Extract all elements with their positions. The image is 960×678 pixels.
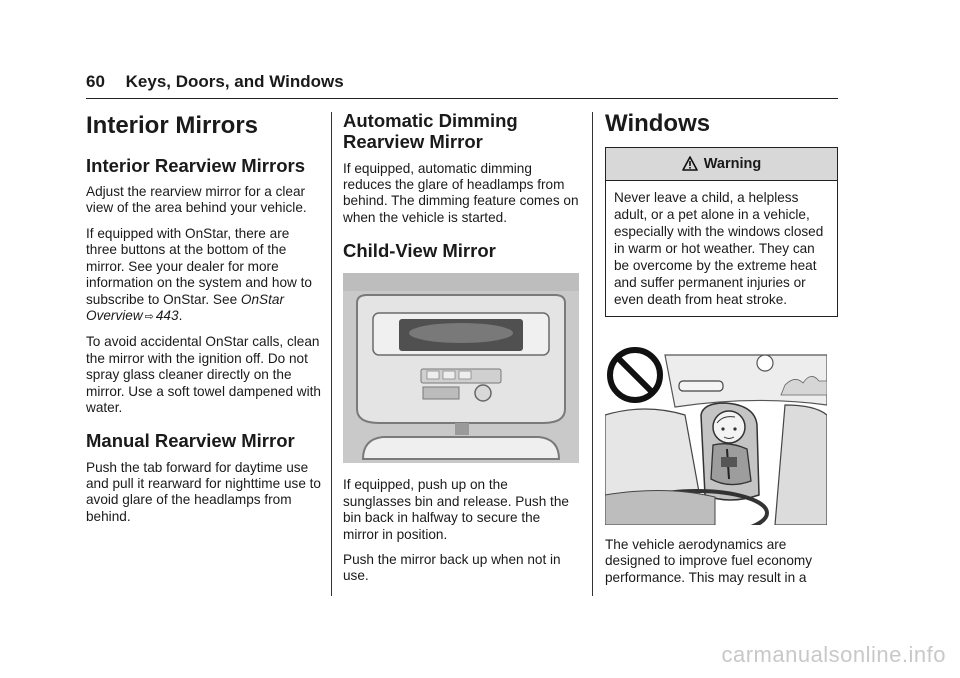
heading-child-view-mirror: Child-View Mirror — [343, 240, 496, 262]
heading-automatic-dimming-mirror: Automatic Dimming Rearview Mirror — [343, 110, 518, 153]
paragraph: Adjust the rearview mirror for a clear view of the area behind your vehicle. — [86, 184, 307, 216]
column-left — [86, 108, 322, 534]
paragraph: To avoid accidental OnStar calls, clean the mirror with the ignition off. Do not spray glass cleaner directly on the mirror. Use a soft towel dampened with water. — [86, 334, 321, 415]
paragraph-text: If equipped with OnStar, there are three buttons at the bottom of the mirror. See your dealer for more information on the system and how to subscribe to OnStar. See — [86, 225, 312, 307]
header-rule — [86, 98, 838, 99]
page-number: 60 — [86, 72, 105, 91]
warning-text: Never leave a child, a helpless adult, or a pet alone in a vehicle, especially with the windows closed in warm or hot weather. They can be overcome by the extreme heat and suffer permanent injuries or even death from heat stroke. — [614, 189, 824, 307]
heading-interior-rearview-mirrors: Interior Rearview Mirrors — [86, 154, 305, 176]
column-right — [605, 108, 838, 595]
page-reference[interactable]: 443 — [155, 307, 179, 323]
column-divider — [331, 112, 332, 596]
heading-interior-mirrors: Interior Mirrors — [86, 112, 259, 139]
heading-windows: Windows — [605, 110, 711, 137]
child-view-mirror-illustration — [343, 273, 579, 463]
page-header — [86, 72, 344, 92]
column-middle — [343, 108, 579, 594]
warning-box — [605, 147, 838, 317]
section-title: Keys, Doors, and Windows — [125, 72, 344, 91]
warning-label: Warning — [703, 155, 762, 172]
onstar-overview-link[interactable]: OnStar Overview — [86, 291, 284, 323]
reference-arrow-icon: ⇨ — [144, 310, 154, 323]
child-alone-in-vehicle-prohibited-illustration — [605, 345, 827, 525]
paragraph: If equipped, push up on the sunglasses bin and release. Push the bin back in halfway to secure the mirror in position. — [343, 477, 569, 542]
watermark: carmanualsonline.info — [721, 642, 946, 667]
paragraph: The vehicle aerodynamics are designed to improve fuel economy performance. This may result in a — [605, 536, 813, 585]
paragraph: Push the tab forward for daytime use and pull it rearward for nighttime use to avoid glare of the headlamps from behind. — [86, 459, 321, 524]
warning-triangle-icon — [682, 156, 698, 171]
column-divider — [592, 112, 593, 596]
paragraph: If equipped, automatic dimming reduces the glare of headlamps from behind. The dimming feature comes on when the vehicle is started. — [343, 160, 579, 225]
paragraph: If equipped with OnStar, there are three buttons at the bottom of the mirror. See your dealer for more information on the system and how to subscribe to OnStar. See OnStar Overview ⇨ 443. — [86, 225, 312, 323]
heading-manual-rearview-mirror: Manual Rearview Mirror — [86, 430, 295, 452]
paragraph: Push the mirror back up when not in use. — [343, 552, 561, 584]
warning-header — [606, 148, 837, 181]
